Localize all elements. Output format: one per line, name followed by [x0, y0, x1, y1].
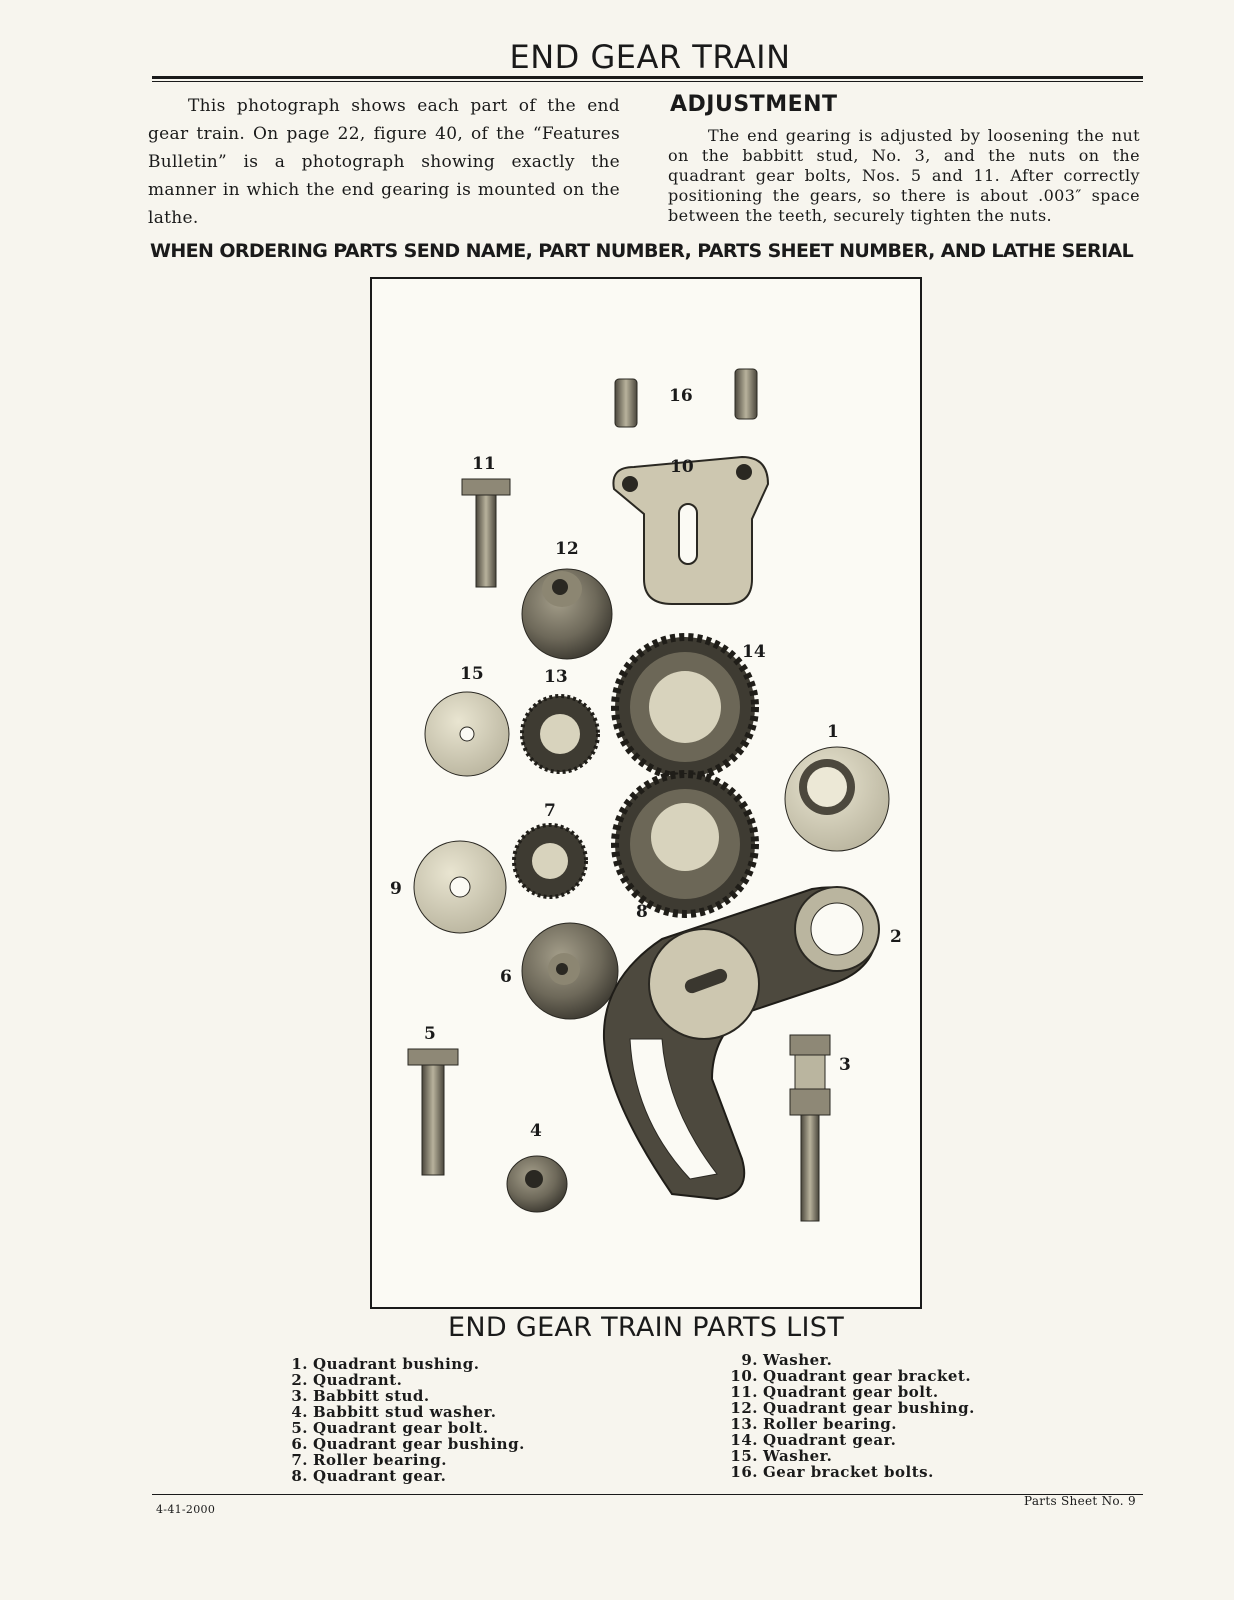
label-1: 1: [827, 722, 839, 742]
label-12: 12: [555, 539, 579, 559]
adjustment-heading: ADJUSTMENT: [670, 92, 838, 117]
list-item: 14. Quadrant gear.: [730, 1431, 897, 1449]
list-item: 4. Babbitt stud washer.: [291, 1403, 497, 1421]
part-12-bushing: [522, 569, 612, 659]
parts-illustration: [372, 279, 920, 1307]
part-6-bushing: [522, 923, 618, 1019]
footer-rule: [152, 1494, 1143, 1495]
list-item: 5. Quadrant gear bolt.: [291, 1419, 489, 1437]
label-9: 9: [390, 879, 402, 899]
part-14-gear: [615, 637, 755, 777]
label-5: 5: [424, 1024, 436, 1044]
label-6: 6: [500, 967, 512, 987]
list-item: 7. Roller bearing.: [291, 1451, 448, 1469]
label-3: 3: [839, 1055, 851, 1075]
label-16: 16: [669, 386, 693, 406]
list-item: 8. Quadrant gear.: [291, 1467, 447, 1485]
list-item: 9. Washer.: [741, 1351, 833, 1369]
parts-list-left: [282, 1356, 525, 1484]
list-item: 12. Quadrant gear bushing.: [730, 1399, 975, 1417]
list-item: 3. Babbitt stud.: [291, 1387, 430, 1405]
list-item: 15. Washer.: [730, 1447, 833, 1465]
list-item: 2. Quadrant.: [291, 1371, 403, 1389]
header-rule-bottom: [152, 81, 1143, 82]
part-7-bearing: [514, 825, 586, 897]
part-10-bracket: [613, 457, 768, 604]
label-14: 14: [742, 642, 766, 662]
part-2-quadrant: [604, 887, 879, 1199]
list-item: 16. Gear bracket bolts.: [730, 1463, 934, 1481]
ordering-note: WHEN ORDERING PARTS SEND NAME, PART NUMBER, PARTS SHEET NUMBER, AND LATHE SERIAL: [150, 240, 1134, 262]
list-item: 13. Roller bearing.: [730, 1415, 898, 1433]
page-title: END GEAR TRAIN: [509, 38, 791, 76]
form-code: 4-41-2000: [156, 1503, 216, 1516]
label-8: 8: [636, 902, 648, 922]
parts-list-title: END GEAR TRAIN PARTS LIST: [448, 1312, 844, 1343]
label-4: 4: [530, 1121, 542, 1141]
label-10: 10: [670, 457, 694, 477]
part-1-bushing: [785, 747, 889, 851]
parts-photograph: [370, 277, 922, 1309]
list-item: 11. Quadrant gear bolt.: [730, 1383, 939, 1401]
parts-sheet-number: Parts Sheet No. 9: [1024, 1494, 1136, 1508]
list-item: 6. Quadrant gear bushing.: [291, 1435, 525, 1453]
part-8-gear: [615, 774, 755, 914]
intro-paragraph: This photograph shows each part of the end gear train. On page 22, figure 40, of the “Features Bulletin” is a photograph showing exactly the manner in which the end gearing is mounted on the lathe.: [148, 96, 620, 228]
part-5-bolt: [408, 1049, 458, 1175]
label-7: 7: [544, 801, 556, 821]
header-rule-top: [152, 76, 1143, 79]
part-13-bearing: [522, 696, 598, 772]
part-3-stud: [790, 1035, 830, 1221]
part-4-washer: [507, 1156, 567, 1212]
part-9-washer: [414, 841, 506, 933]
parts-list-right: [730, 1352, 975, 1480]
list-item: 1. Quadrant bushing.: [291, 1355, 480, 1373]
part-15-washer: [425, 692, 509, 776]
adjustment-paragraph: The end gearing is adjusted by loosening the nut on the babbitt stud, No. 3, and the nuts on the quadrant gear bolts, Nos. 5 and 11. After correctly positioning the gears, so there is about .003″ space between the teeth, securely tighten the nuts.: [668, 126, 1140, 225]
label-15: 15: [460, 664, 484, 684]
label-2: 2: [890, 927, 902, 947]
label-11: 11: [472, 454, 496, 474]
label-13: 13: [544, 667, 568, 687]
list-item: 10. Quadrant gear bracket.: [730, 1367, 972, 1385]
part-11-bolt: [462, 479, 510, 587]
